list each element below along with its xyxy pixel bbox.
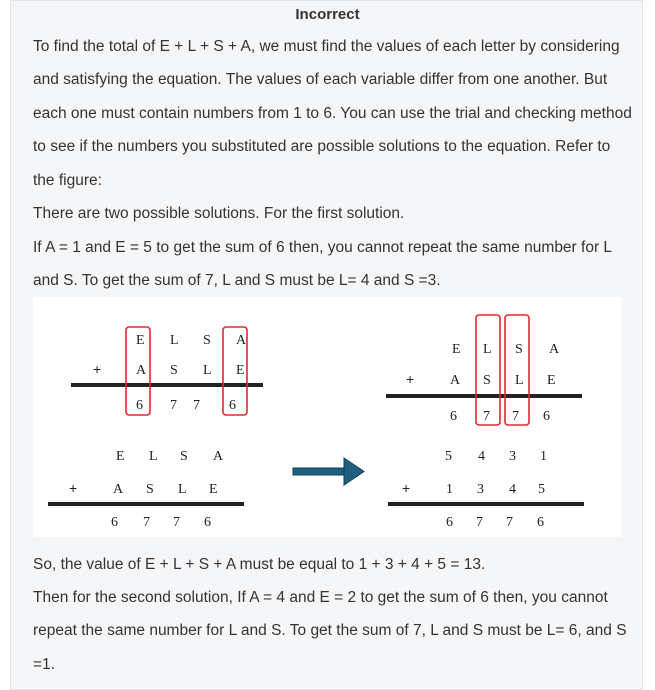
sum-digit: 7: [506, 515, 513, 530]
sum-digit: 7: [476, 515, 483, 530]
value-digit: 5: [445, 449, 452, 464]
bottom-left-puzzle: [48, 449, 244, 530]
value-digit: 4: [509, 482, 516, 497]
cryptarithm-figure: [33, 297, 621, 537]
sum-digit: 7: [483, 409, 490, 424]
letter-L: L: [203, 363, 212, 378]
letter-A: A: [136, 363, 147, 378]
first-solution-total: So, the value of E + L + S + A must be equal to 1 + 3 + 4 + 5 = 13.: [33, 556, 486, 573]
value-digit: 1: [540, 449, 547, 464]
plus-sign: +: [93, 361, 102, 377]
letter-E: E: [116, 449, 125, 464]
letter-L: L: [170, 333, 179, 348]
top-right-puzzle: [386, 315, 582, 425]
letter-L: L: [515, 373, 524, 388]
plus-sign: +: [406, 371, 415, 387]
sum-digit: 6: [537, 515, 544, 530]
right-arrow-icon: [293, 458, 364, 485]
letter-A: A: [450, 373, 461, 388]
letter-E: E: [136, 333, 145, 348]
solutions-intro: There are two possible solutions. For the first solution.: [33, 205, 405, 222]
letter-S: S: [170, 363, 178, 378]
plus-sign: +: [69, 480, 78, 496]
sum-digit: 6: [136, 398, 143, 413]
bottom-right-puzzle: [388, 449, 584, 530]
value-digit: 3: [509, 449, 516, 464]
explanation-paragraph: To find the total of E + L + S + A, we must find the values of each letter by considering and satisfying the equation. The values of each variable differ from one another. But each one must contain numbers from 1 to 6. You can use the trial and checking method to see if the numbers you substituted are possible solutions to the equation. Refer to the figure:: [33, 38, 632, 189]
letter-S: S: [180, 449, 188, 464]
sum-digit: 7: [193, 398, 200, 413]
letter-S: S: [203, 333, 211, 348]
second-solution-text: Then for the second solution, If A = 4 and E = 2 to get the sum of 6 then, you cannot repeat the same number for L and S. To get the sum of 7, L and S must be L= 6, and S =1.: [33, 589, 627, 673]
sum-digit: 6: [229, 398, 236, 413]
letter-E: E: [452, 342, 461, 357]
first-solution-text: If A = 1 and E = 5 to get the sum of 6 then, you cannot repeat the same number for L and S. To get the sum of 7, L and S must be L= 4 and S =3.: [33, 239, 612, 290]
plus-sign: +: [402, 480, 411, 496]
letter-L: L: [149, 449, 158, 464]
sum-digit: 6: [450, 409, 457, 424]
sum-digit: 7: [512, 409, 519, 424]
letter-E: E: [236, 363, 245, 378]
sum-digit: 6: [543, 409, 550, 424]
letter-L: L: [178, 482, 187, 497]
letter-S: S: [483, 373, 491, 388]
sum-line: [386, 394, 582, 398]
letter-L: L: [483, 342, 492, 357]
letter-A: A: [213, 449, 224, 464]
letter-S: S: [515, 342, 523, 357]
sum-line: [388, 502, 584, 506]
sum-digit: 6: [446, 515, 453, 530]
letter-S: S: [146, 482, 154, 497]
sum-digit: 6: [204, 515, 211, 530]
letter-E: E: [547, 373, 556, 388]
letter-A: A: [236, 333, 247, 348]
sum-digit: 7: [170, 398, 177, 413]
top-left-puzzle: [71, 327, 263, 415]
letter-E: E: [209, 482, 218, 497]
sum-digit: 7: [173, 515, 180, 530]
sum-digit: 7: [143, 515, 150, 530]
sum-line: [71, 383, 263, 387]
value-digit: 3: [477, 482, 484, 497]
value-digit: 1: [446, 482, 453, 497]
sum-line: [48, 502, 244, 506]
cryptarithm-figure-svg: [33, 297, 621, 537]
value-digit: 4: [478, 449, 485, 464]
letter-A: A: [549, 342, 560, 357]
letter-A: A: [113, 482, 124, 497]
value-digit: 5: [538, 482, 545, 497]
result-heading: Incorrect: [295, 6, 360, 23]
sum-digit: 6: [111, 515, 118, 530]
